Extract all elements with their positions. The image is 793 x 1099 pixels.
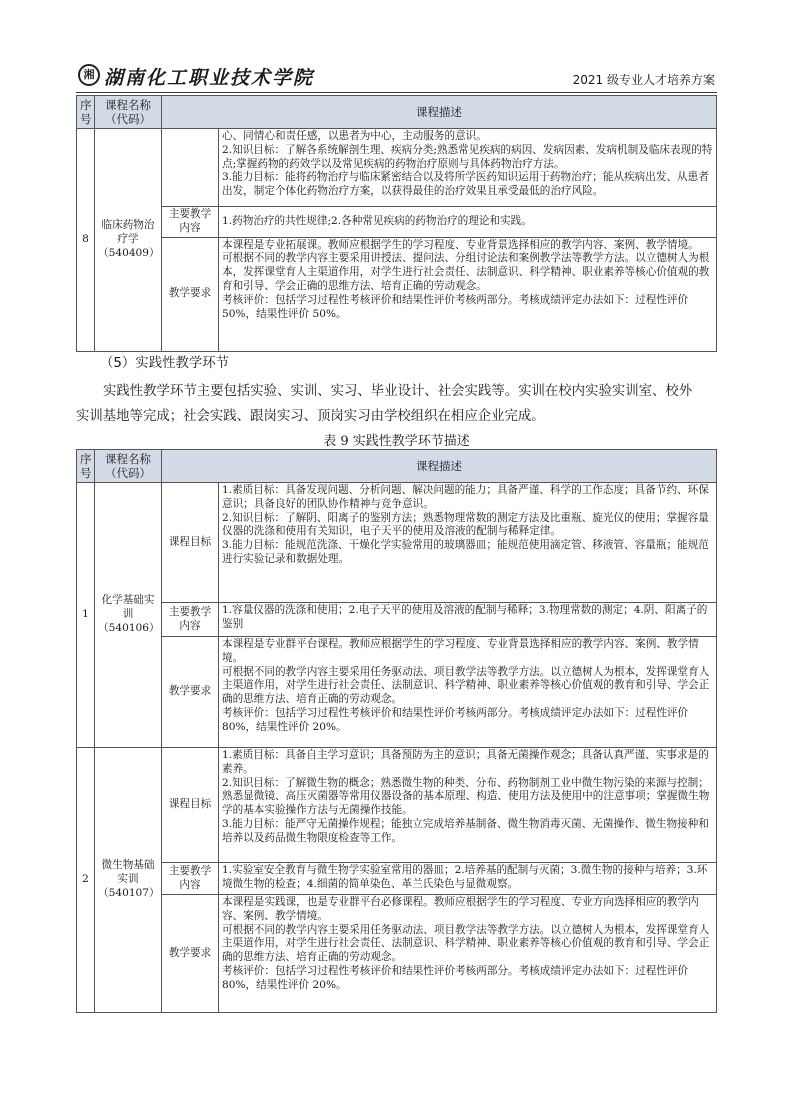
course-number: 2 bbox=[77, 748, 95, 1013]
course-number: 1 bbox=[77, 483, 95, 748]
course-name: 化学基础实 训（540106） bbox=[95, 483, 162, 748]
course-table-continued bbox=[76, 95, 717, 352]
course-desc-header: 课程描述 bbox=[162, 96, 717, 129]
table-caption: 表 9 实践性教学环节描述 bbox=[323, 434, 470, 449]
content-label: 主要教学内容 bbox=[162, 207, 219, 238]
section-paragraph-line2: 实训基地等完成；社会实践、跟岗实习、顶岗实习由学校组织在相应企业完成。 bbox=[76, 409, 545, 424]
requirements-label: 教学要求 bbox=[162, 637, 219, 748]
course-goals: 1.素质目标：具备发现问题、分析问题、解决问题的能力；具备严谨、科学的工作态度；具备节约、环保意识；具备良好的团队协作精神与竞争意识。 2.知识目标：了解阴、阳离子的鉴别方法；熟悉物理常数的测定方法及比重瓶、旋光仪的使用；掌握容量仪器的洗涤和使用有关知识，电子天平的使用及溶液的配制与稀释定律。 3.能力目标：能规范洗涤、干燥化学实验常用的玻璃器皿；能规范使用滴定管、移液管、容量瓶；能规范进行实验记录和数据处理。 bbox=[219, 483, 717, 603]
goals-label: 课程目标 bbox=[162, 483, 219, 603]
requirements-label: 教学要求 bbox=[162, 895, 219, 1013]
course-requirements: 本课程是专业群平台课程。教师应根据学生的学习程度、专业背景选择相应的教学内容、案例、教学情境。 可根据不同的教学内容主要采用任务驱动法、项目教学法等教学方法。以立德树人为根本，发挥课堂育人主渠道作用，对学生进行社会责任、法制意识、科学精神、职业素养等核心价值观的教育和引导、学会正确的思维方法、培育正确的劳动观念。 考核评价：包括学习过程性考核评价和结果性评价考核两部分。考核成绩评定办法如下：过程性评价 80%，结果性评价 20%。 bbox=[219, 637, 717, 748]
school-logo-icon: 湘 bbox=[78, 64, 100, 86]
course-content: 1.药物治疗的共性规律;2.各种常见疾病的药物治疗的理论和实践。 bbox=[219, 207, 717, 238]
course-requirements: 本课程是实践课，也是专业群平台必修课程。教师应根据学生的学习程度、专业方向选择相应的教学内容、案例、教学情境。 可根据不同的教学内容主要采用任务驱动法、项目教学法等教学方法。以立德树人为根本，发挥课堂育人主渠道作用，对学生进行社会责任、法制意识、科学精神、职业素养等核心价值观的教育和引导、学会正确的思维方法、培育正确的劳动观念。 考核评价：包括学习过程性考核评价和结果性评价考核两部分。考核成绩评定办法如下：过程性评价 80%，结果性评价 20%。 bbox=[219, 895, 717, 1013]
course-name: 微生物基础 实训 （540107） bbox=[95, 748, 162, 1013]
practical-course-table bbox=[76, 449, 717, 1013]
content-label: 主要教学内容 bbox=[162, 603, 219, 637]
content-label: 主要教学内容 bbox=[162, 863, 219, 895]
section-heading: （5）实践性教学环节 bbox=[100, 356, 230, 371]
page-header bbox=[76, 62, 717, 93]
school-name: 湖南化工职业技术学院 bbox=[104, 67, 315, 89]
course-name-header: 课程名称 （代码） bbox=[95, 96, 162, 129]
seq-header: 序 号 bbox=[77, 96, 95, 129]
section-paragraph-line1: 实践性教学环节主要包括实验、实训、实习、毕业设计、社会实践等。实训在校内实验实训室、校外 bbox=[103, 384, 693, 399]
course-name: 临床药物治 疗学 （540409） bbox=[95, 129, 162, 352]
course-name-header: 课程名称 （代码） bbox=[95, 450, 162, 483]
course-desc-header: 课程描述 bbox=[162, 450, 717, 483]
course-goals: 1.素质目标：具备自主学习意识；具备预防为主的意识；具备无菌操作观念；具备认真严谨、实事求是的素养。 2.知识目标：了解微生物的概念；熟悉微生物的种类、分布、药物制剂工业中微生物污染的来源与控制；熟悉显微镜、高压灭菌器等常用仪器设备的基本原理、构造、使用方法及使用中的注意事项；掌握微生物学的基本实验操作方法与无菌操作技能。 3.能力目标：能严守无菌操作规程；能独立完成培养基制备、微生物消毒灭菌、无菌操作、微生物接种和培养以及药品微生物限度检查等工作。 bbox=[219, 748, 717, 863]
goals-label: 课程目标 bbox=[162, 748, 219, 863]
seq-header: 序 号 bbox=[77, 450, 95, 483]
course-requirements: 本课程是专业拓展课。教师应根据学生的学习程度、专业背景选择相应的教学内容、案例、教学情境。 可根据不同的教学内容主要采用讲授法、提问法、分组讨论法和案例教学法等教学方法。以立德树人为根本，发挥课堂育人主渠道作用，对学生进行社会责任、法制意识、科学精神、职业素养等核心价值观的教育和引导、学会正确的思维方法、培育正确的劳动观念。 考核评价：包括学习过程性考核评价和结果性评价考核两部分。考核成绩评定办法如下：过程性评价 50%，结果性评价 50%。 bbox=[219, 237, 717, 351]
requirements-label: 教学要求 bbox=[162, 237, 219, 351]
course-content: 1.实验室安全教育与微生物学实验室常用的器皿；2.培养基的配制与灭菌；3.微生物的接种与培养；3.环境微生物的检查；4.细菌的简单染色、革兰氏染色与显微观察。 bbox=[219, 863, 717, 895]
document-title: 2021 级专业人才培养方案 bbox=[572, 73, 715, 87]
goals-label bbox=[162, 129, 219, 207]
course-number: 8 bbox=[77, 129, 95, 352]
course-goals: 心、同情心和责任感，以患者为中心，主动服务的意识。 2.知识目标：了解各系统解剖生理、疾病分类;熟悉常见疾病的病因、发病因素、发病机制及临床表现的特点;掌握药物的药效学以及常见疾病的药物治疗原则与具体药物治疗方法。 3.能力目标：能将药物治疗与临床紧密结合以及将所学医药知识运用于药物治疗；能从疾病出发、从患者出发，制定个体化药物治疗方案，以获得最佳的治疗效果且承受最低的治疗风险。 bbox=[219, 129, 717, 207]
course-content: 1.容量仪器的洗涤和使用；2.电子天平的使用及溶液的配制与稀释；3.物理常数的测定；4.阴、阳离子的鉴别 bbox=[219, 603, 717, 637]
